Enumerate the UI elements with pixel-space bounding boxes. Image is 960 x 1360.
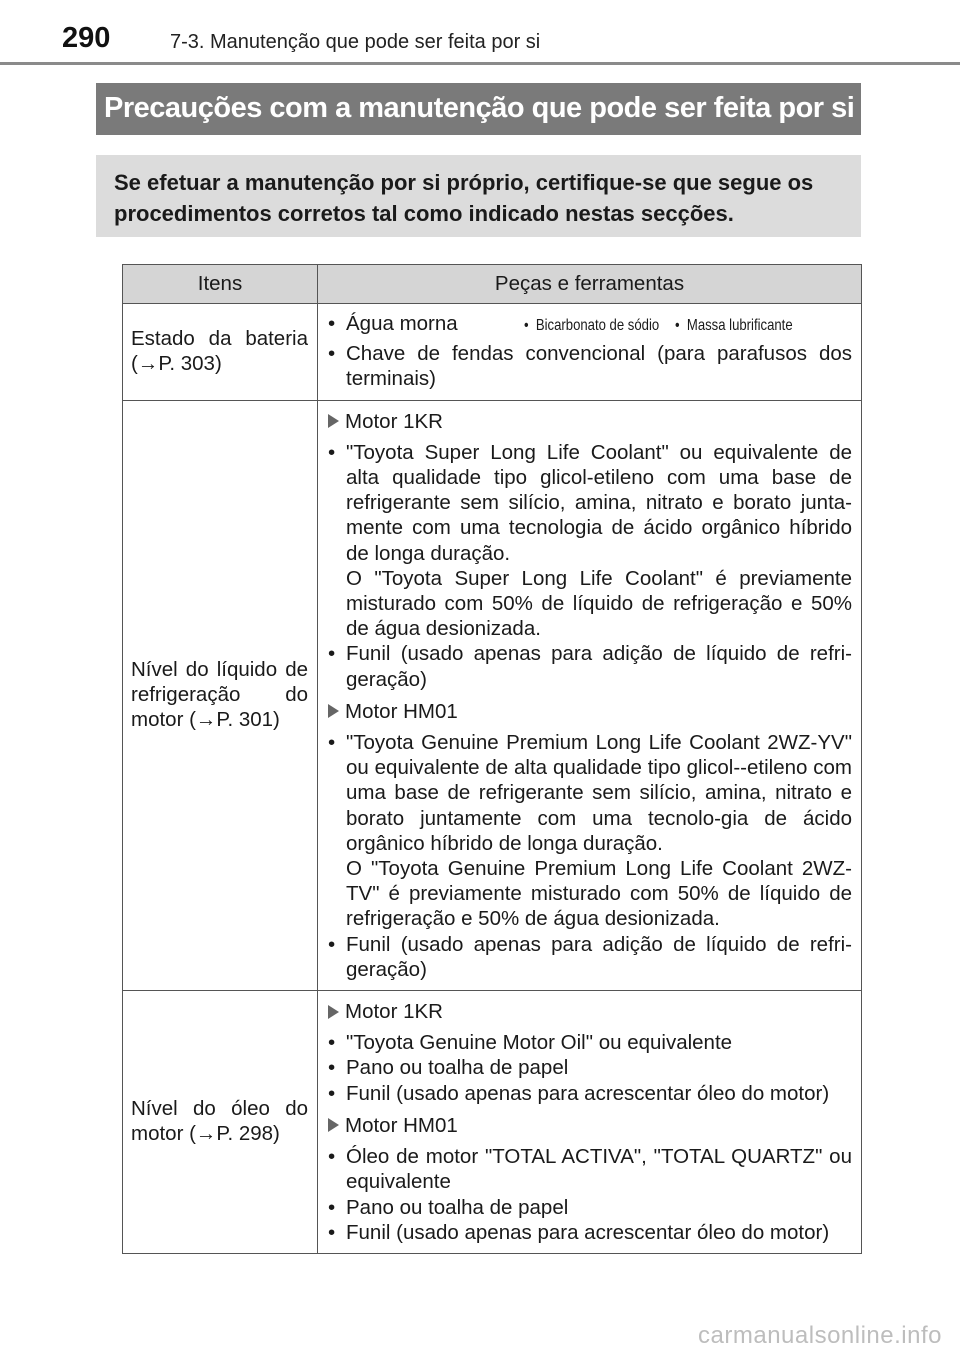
engine-subheading: Motor 1KR xyxy=(326,409,852,434)
triangle-marker-icon xyxy=(328,1005,339,1019)
item-coolant: Nível do líquido de refrigeração do motor (→P. 301) xyxy=(123,400,318,990)
parts-oil xyxy=(318,991,862,1254)
list-item: • "Toyota Genuine Premium Long Life Coolant 2WZ-YV" ou equivalente de alta qualidade tipo glicol--etileno com uma base de refrigerante sem silício, amina, nitrato e borato juntamente com uma tecnolo-gia de ácido orgânico híbrido de longa duração. xyxy=(326,730,852,856)
bullet-line xyxy=(326,311,852,338)
list-note: O "Toyota Genuine Premium Long Life Coolant 2WZ-TV" é previamente misturado com 50% de líquido de refrigeração e 50% de água desionizada. xyxy=(346,857,852,931)
table-row-coolant xyxy=(123,400,862,990)
column-header-parts: Peças e ferramentas xyxy=(318,265,862,304)
list-note: O "Toyota Super Long Life Coolant" é previamente misturado com 50% de líquido de refrigeração e 50% de água desionizada. xyxy=(346,566,852,641)
list-item: • Pano ou toalha de papel xyxy=(326,1055,852,1080)
list-item: • "Toyota Genuine Motor Oil" ou equivalente xyxy=(326,1030,852,1055)
list-item: • Água morna xyxy=(326,311,496,336)
item-battery: Estado da bateria (→P. 303) xyxy=(123,304,318,401)
list-item: • Funil (usado apenas para adição de líquido de refri-geração) xyxy=(326,932,852,982)
header-divider xyxy=(0,62,960,65)
column-header-items: Itens xyxy=(123,265,318,304)
list-item: • Funil (usado apenas para acrescentar óleo do motor) xyxy=(326,1220,852,1245)
list-item: • Pano ou toalha de papel xyxy=(326,1195,852,1220)
chapter-title: 7-3. Manutenção que pode ser feita por si xyxy=(170,31,541,53)
triangle-marker-icon xyxy=(328,414,339,428)
list-item: • Funil (usado apenas para adição de líquido de refri-geração) xyxy=(326,641,852,691)
list-item: • Chave de fendas convencional (para parafusos dos terminais) xyxy=(326,341,852,391)
watermark: carmanualsonline.info xyxy=(698,1322,942,1349)
section-title-bar xyxy=(96,83,861,135)
page-header xyxy=(0,0,960,68)
list-item: • Óleo de motor "TOTAL ACTIVA", "TOTAL QUARTZ" ou equivalente xyxy=(326,1144,852,1194)
page-number: 290 xyxy=(62,22,111,54)
item-oil: Nível do óleo do motor (→P. 298) xyxy=(123,991,318,1254)
engine-subheading: Motor HM01 xyxy=(326,1113,852,1138)
list-item: • "Toyota Super Long Life Coolant" ou equivalente de alta qualidade tipo glicol-etileno com uma base de refrigerante sem silício, amina, nitrato e borato junta-mente com uma tecnologia de ácido orgânico híbrido de longa duração. xyxy=(326,440,852,566)
table-header-row xyxy=(123,265,862,304)
triangle-marker-icon xyxy=(328,704,339,718)
parts-table xyxy=(122,264,862,1254)
section-title: Precauções com a manutenção que pode ser feita por si xyxy=(104,92,855,124)
list-item: • Funil (usado apenas para acrescentar óleo do motor) xyxy=(326,1081,852,1106)
intro-box xyxy=(96,155,861,237)
parts-coolant xyxy=(318,400,862,990)
intro-text: Se efetuar a manutenção por si próprio, certifique-se que segue os procedimentos corretos tal como indicado nestas secções. xyxy=(114,170,814,226)
engine-subheading: Motor HM01 xyxy=(326,699,852,724)
list-item: • Bicarbonato de sódio xyxy=(524,317,660,334)
table-row-oil xyxy=(123,991,862,1254)
parts-battery xyxy=(318,304,862,401)
list-item: • Massa lubrificante xyxy=(674,317,793,334)
triangle-marker-icon xyxy=(328,1118,339,1132)
engine-subheading: Motor 1KR xyxy=(326,999,852,1024)
table-row-battery xyxy=(123,304,862,401)
